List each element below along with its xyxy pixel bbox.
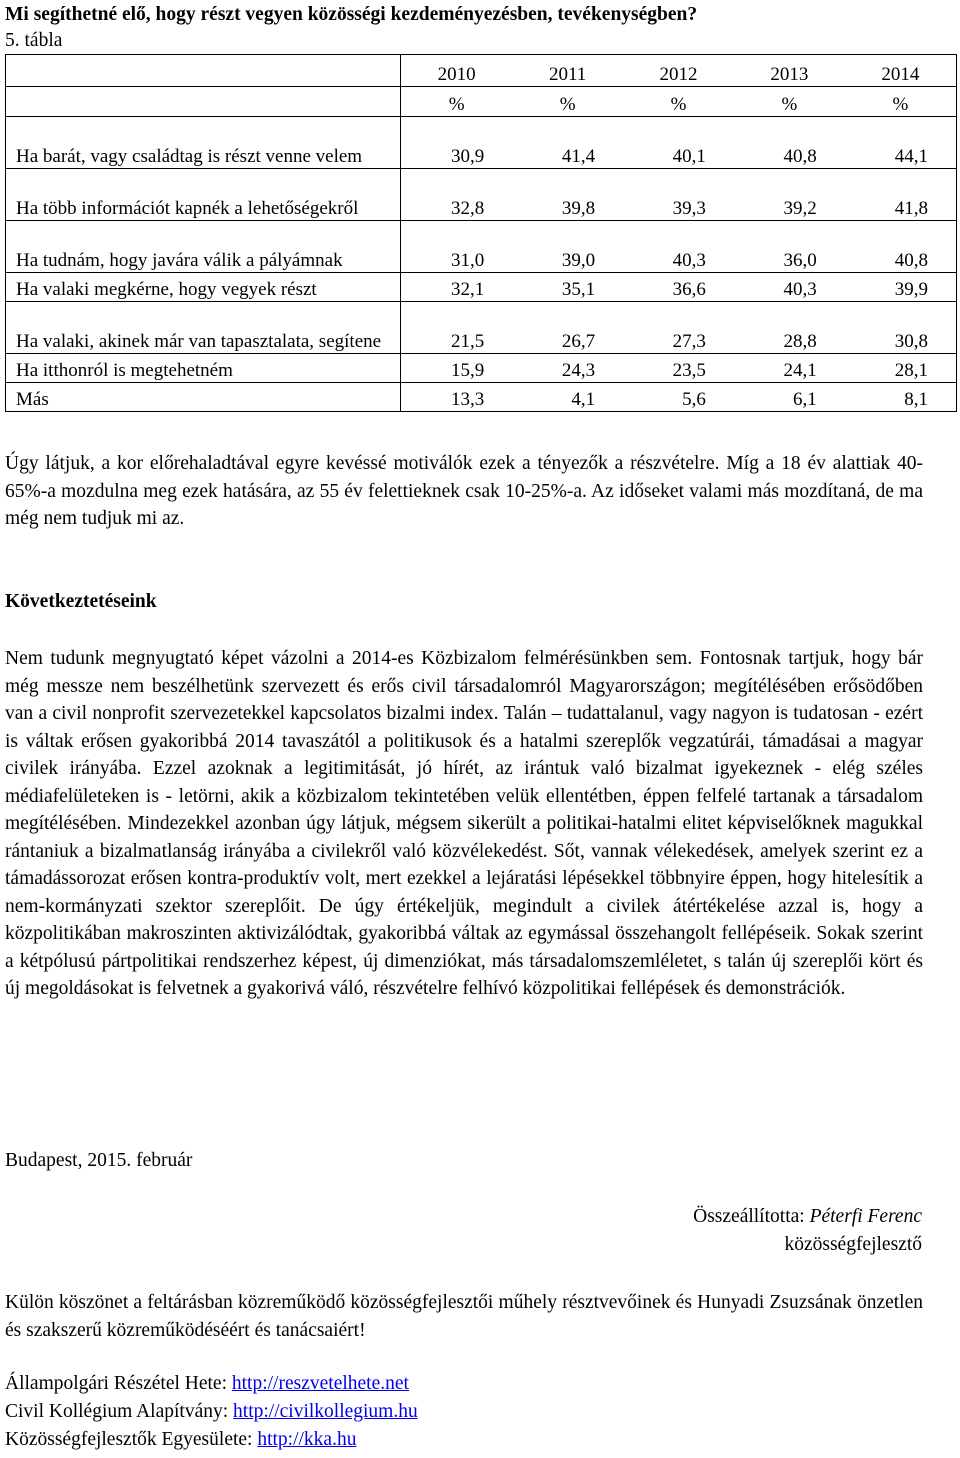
row-label: Más: [6, 383, 401, 412]
cell-2013: 36,0: [734, 221, 845, 273]
conclusions-paragraph: Nem tudunk megnyugtató képet vázolni a 2014-es Közbizalom felmérésünkben sem. Fontosnak tartjuk, hogy bár még messze nem beszélhetünk szervezett és erős civil társadalomról Magyarországon; megítélésében erősödőben van a civil nonprofit szervezetekkel kapcsolatos bizalmi index. Talán – tudattalanul, vagy nagyon is tudatosan - ezért is váltak erősen gyakoribbá 2014 tavaszától a politikusok és a hatalmi szereplők vegzatúrái, támadásai a magyar civilek irányába. Ezzel azoknak a legitimitását, jó hírét, az irántuk való bizalmat igyekeznek - elég széles médiafelületeken is - letörni, akik a közbizalom tekintetében velük ellentétben, éppen felfelé tartanak a társadalom megítélésében. Mindezekkel azonban úgy látjuk, mégsem sikerült a politikai-hatalmi elitet képviselőknek magukkal rántaniuk a bizalmatlanság irányába a civilekről való közvélekedést. Sőt, vannak vélekedések, amelyek szerint ez a támadássorozat erősen kontra-produktív volt, mert ezekkel a lejáratási lépésekkel többnyire éppen, hogy hitelesítik a nem-kormányzati szektor szereplőit. De úgy értékeljük, megindult a civilek átértékelése azzal is, hogy a közpolitikában makroszinten aktivizálódtak, gyakoribbá váltak az egymással összehangolt fellépéseik. Sokak szerint a kétpólusú pártpolitikai rendszerhez képest, új dimenziókat, más társadalomszemléletet, s talán új szereplői kört és új megoldásokat is felvetnek a gyakorivá váló, részvételre felhívó közpolitikai fellépések és demonstrációk.: [5, 648, 923, 999]
unit-2014: %: [845, 87, 957, 117]
link-kka[interactable]: http://kka.hu: [257, 1429, 357, 1450]
cell-2011: 4,1: [512, 383, 623, 412]
link-label-3: Közösségfejlesztők Egyesülete:: [5, 1429, 258, 1450]
cell-2012: 27,3: [623, 302, 734, 354]
cell-2012: 40,1: [623, 117, 734, 169]
conclusions-heading: Következtetéseink: [5, 591, 157, 612]
cell-2010: 21,5: [401, 302, 513, 354]
cell-2014: 8,1: [845, 383, 957, 412]
cell-2011: 39,0: [512, 221, 623, 273]
cell-2013: 6,1: [734, 383, 845, 412]
table-row: [6, 354, 957, 383]
cell-2014: 39,9: [845, 273, 957, 302]
cell-2012: 39,3: [623, 169, 734, 221]
cell-2011: 39,8: [512, 169, 623, 221]
row-label: Ha barát, vagy családtag is részt venne velem: [6, 117, 401, 169]
cell-2012: 23,5: [623, 354, 734, 383]
question-heading: Mi segíthetné elő, hogy részt vegyen közösségi kezdeményezésben, tevékenységben?: [5, 4, 698, 25]
cell-2011: 35,1: [512, 273, 623, 302]
place-date: Budapest, 2015. február: [5, 1150, 193, 1171]
table-row: [6, 221, 957, 273]
cell-2013: 39,2: [734, 169, 845, 221]
year-2011: 2011: [512, 55, 623, 87]
cell-2011: 26,7: [512, 302, 623, 354]
summary-paragraph: Úgy látjuk, a kor előrehaladtával egyre kevéssé motiválók ezek a tényezők a részvételre. Míg a 18 év alattiak 40-65%-a mozdulna meg ezek hatására, az 55 év felettieknek csak 10-25%-a. Az időseket valami más mozdítaná, de ma még nem tudjuk mi az.: [5, 453, 923, 529]
compiled-by-name: Péterfi Ferenc: [809, 1206, 922, 1227]
cell-2010: 13,3: [401, 383, 513, 412]
link-label-2: Civil Kollégium Alapítvány:: [5, 1401, 234, 1422]
cell-2013: 28,8: [734, 302, 845, 354]
cell-2014: 44,1: [845, 117, 957, 169]
year-2013: 2013: [734, 55, 845, 87]
cell-2014: 30,8: [845, 302, 957, 354]
row-label: Ha tudnám, hogy javára válik a pályámnak: [6, 221, 401, 273]
cell-2010: 15,9: [401, 354, 513, 383]
compiled-by-label: Összeállította:: [693, 1206, 810, 1227]
compiled-by-role: közösségfejlesztő: [784, 1234, 922, 1255]
cell-2010: 31,0: [401, 221, 513, 273]
cell-2010: 32,8: [401, 169, 513, 221]
table-row: [6, 117, 957, 169]
link-reszvetelhete[interactable]: http://reszvetelhete.net: [231, 1373, 409, 1394]
cell-2013: 24,1: [734, 354, 845, 383]
table-body: [6, 117, 957, 412]
link-line-1: [5, 1373, 409, 1395]
table-row: [6, 169, 957, 221]
cell-2012: 36,6: [623, 273, 734, 302]
unit-2010: %: [401, 87, 513, 117]
link-label-1: Állampolgári Részétel Hete:: [5, 1373, 232, 1394]
unit-2011: %: [512, 87, 623, 117]
cell-2013: 40,8: [734, 117, 845, 169]
thanks-paragraph: Külön köszönet a feltárásban közreműködő közösségfejlesztői műhely résztvevőinek és Hunyadi Zsuzsának önzetlen és szakszerű közreműködéséért és tanácsaiért!: [5, 1292, 923, 1341]
row-label: Ha több információt kapnék a lehetőségekről: [6, 169, 401, 221]
year-2014: 2014: [845, 55, 957, 87]
cell-2011: 24,3: [512, 354, 623, 383]
cell-2012: 5,6: [623, 383, 734, 412]
cell-2014: 28,1: [845, 354, 957, 383]
table-caption: 5. tábla: [5, 30, 63, 51]
unit-2012: %: [623, 87, 734, 117]
cell-2011: 41,4: [512, 117, 623, 169]
cell-2013: 40,3: [734, 273, 845, 302]
survey-table: [5, 54, 957, 412]
table-header-years: [6, 55, 957, 87]
year-2010: 2010: [401, 55, 513, 87]
cell-2014: 41,8: [845, 169, 957, 221]
row-label: Ha itthonról is megtehetném: [6, 354, 401, 383]
row-label: Ha valaki megkérne, hogy vegyek részt: [6, 273, 401, 302]
cell-2012: 40,3: [623, 221, 734, 273]
cell-2010: 30,9: [401, 117, 513, 169]
table-row: [6, 302, 957, 354]
table-header-units: [6, 87, 957, 117]
cell-2014: 40,8: [845, 221, 957, 273]
link-line-2: [5, 1401, 418, 1423]
link-line-3: [5, 1429, 356, 1451]
table-row: [6, 383, 957, 412]
cell-2010: 32,1: [401, 273, 513, 302]
row-label: Ha valaki, akinek már van tapasztalata, segítene: [6, 302, 401, 354]
unit-2013: %: [734, 87, 845, 117]
compiled-by: [693, 1206, 922, 1228]
year-2012: 2012: [623, 55, 734, 87]
table-row: [6, 273, 957, 302]
link-civilkollegium[interactable]: http://civilkollegium.hu: [233, 1401, 418, 1422]
